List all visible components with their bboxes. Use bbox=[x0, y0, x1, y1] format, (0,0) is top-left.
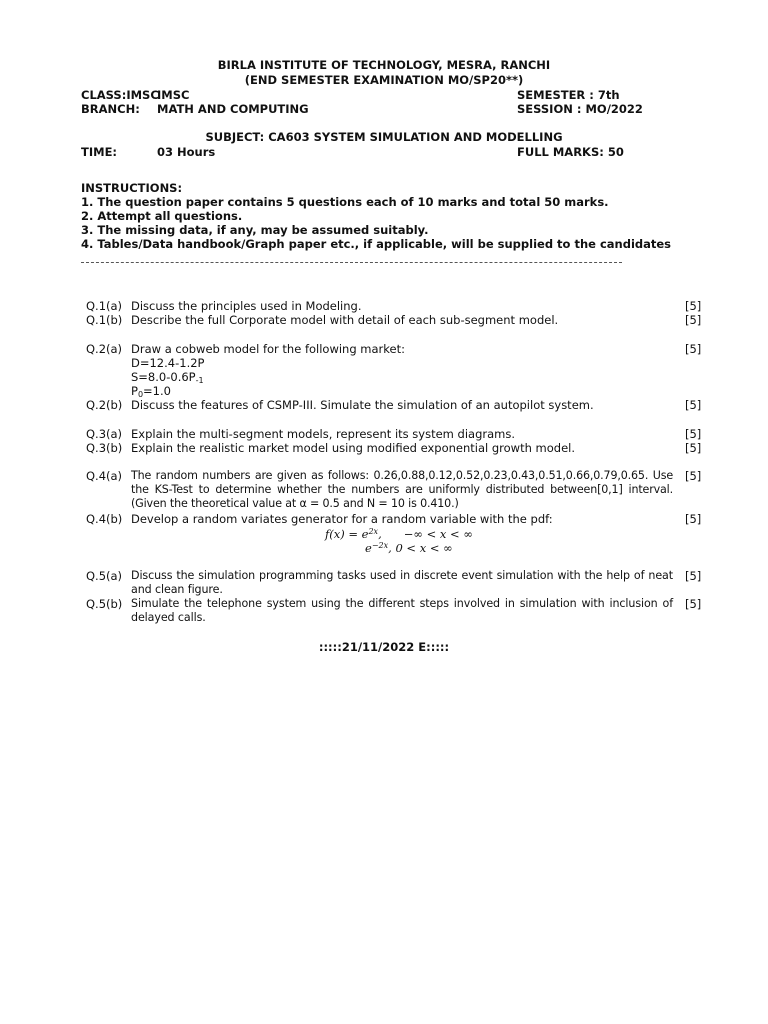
pdf-formula-line-1: $f(x) = e^{2x}$, −∞ < x < ∞ bbox=[325, 527, 473, 541]
pdf-formula-line-2: $e^{-2x}$, 0 < x < ∞ bbox=[365, 541, 453, 555]
question-number: Q.5(a) bbox=[86, 569, 123, 583]
semester: SEMESTER : 7th bbox=[517, 88, 620, 102]
question-text: Describe the full Corporate model with detail of each sub-segment model. bbox=[131, 313, 559, 327]
question-text: Develop a random variates generator for a random variable with the pdf: bbox=[131, 512, 553, 526]
question-number: Q.4(b) bbox=[86, 512, 123, 526]
question-number: Q.4(a) bbox=[86, 469, 123, 483]
demand-equation: D=12.4-1.2P bbox=[131, 356, 205, 370]
instruction-item: 1. The question paper contains 5 questions each of 10 marks and total 50 marks. bbox=[81, 195, 609, 209]
question-text: Simulate the telephone system using the different steps involved in simulation with inclusion of delayed calls. bbox=[131, 597, 673, 624]
supply-equation: $S=8.0-0.6P_{-1}$ bbox=[131, 370, 204, 385]
instruction-item: 2. Attempt all questions. bbox=[81, 209, 243, 223]
question-marks: [5] bbox=[685, 441, 702, 455]
question-number: Q.5(b) bbox=[86, 597, 123, 611]
question-marks: [5] bbox=[685, 398, 702, 412]
question-number: Q.1(b) bbox=[86, 313, 123, 327]
question-marks: [5] bbox=[685, 597, 702, 611]
question-marks: [5] bbox=[685, 342, 702, 356]
question-marks: [5] bbox=[685, 569, 702, 583]
question-text: Discuss the features of CSMP-III. Simulate the simulation of an autopilot system. bbox=[131, 398, 594, 412]
question-marks: [5] bbox=[685, 313, 702, 327]
question-text: The random numbers are given as follows: 0.26,0.88,0.12,0.52,0.23,0.43,0.51,0.66,0.79,0.65. Use the KS-Test to determine whether the numbers are uniformly distributed between[0,1] interval.(Given the theoretical value at α = 0.5 and N = 10 is 0.410.) bbox=[131, 469, 673, 510]
question-number: Q.3(a) bbox=[86, 427, 123, 441]
question-marks: [5] bbox=[685, 299, 702, 313]
time-label: TIME: bbox=[81, 145, 118, 159]
question-text: Discuss the simulation programming tasks used in discrete event simulation with the help of neat and clean figure. bbox=[131, 569, 673, 596]
question-text: Explain the multi-segment models, represent its system diagrams. bbox=[131, 427, 515, 441]
class-label: CLASS:IMSC bbox=[81, 88, 159, 102]
instruction-item: 3. The missing data, if any, may be assumed suitably. bbox=[81, 223, 429, 237]
dashed-divider bbox=[81, 262, 622, 263]
branch-label: BRANCH: bbox=[81, 102, 140, 116]
question-marks: [5] bbox=[685, 469, 702, 483]
question-marks: [5] bbox=[685, 427, 702, 441]
session: SESSION : MO/2022 bbox=[517, 102, 643, 116]
question-number: Q.3(b) bbox=[86, 441, 123, 455]
instructions-title: INSTRUCTIONS: bbox=[81, 181, 183, 195]
time-value: 03 Hours bbox=[157, 145, 216, 159]
institute-title: BIRLA INSTITUTE OF TECHNOLOGY, MESRA, RANCHI bbox=[217, 58, 551, 72]
question-number: Q.2(a) bbox=[86, 342, 123, 356]
question-number: Q.1(a) bbox=[86, 299, 123, 313]
instruction-item: 4. Tables/Data handbook/Graph paper etc., if applicable, will be supplied to the candidates bbox=[81, 237, 672, 251]
question-text: Discuss the principles used in Modeling. bbox=[131, 299, 362, 313]
subject: SUBJECT: CA603 SYSTEM SIMULATION AND MODELLING bbox=[205, 130, 563, 144]
question-text: Draw a cobweb model for the following market: bbox=[131, 342, 405, 356]
question-number: Q.2(b) bbox=[86, 398, 123, 412]
class-value: IMSC bbox=[157, 88, 190, 102]
exam-title: (END SEMESTER EXAMINATION MO/SP20**) bbox=[244, 73, 524, 87]
full-marks: FULL MARKS: 50 bbox=[517, 145, 624, 159]
footer-date: :::::21/11/2022 E::::: bbox=[318, 640, 450, 654]
branch-value: MATH AND COMPUTING bbox=[157, 102, 309, 116]
question-text: Explain the realistic market model using modified exponential growth model. bbox=[131, 441, 576, 455]
initial-price: $P_0=1.0$ bbox=[131, 384, 171, 399]
question-marks: [5] bbox=[685, 512, 702, 526]
